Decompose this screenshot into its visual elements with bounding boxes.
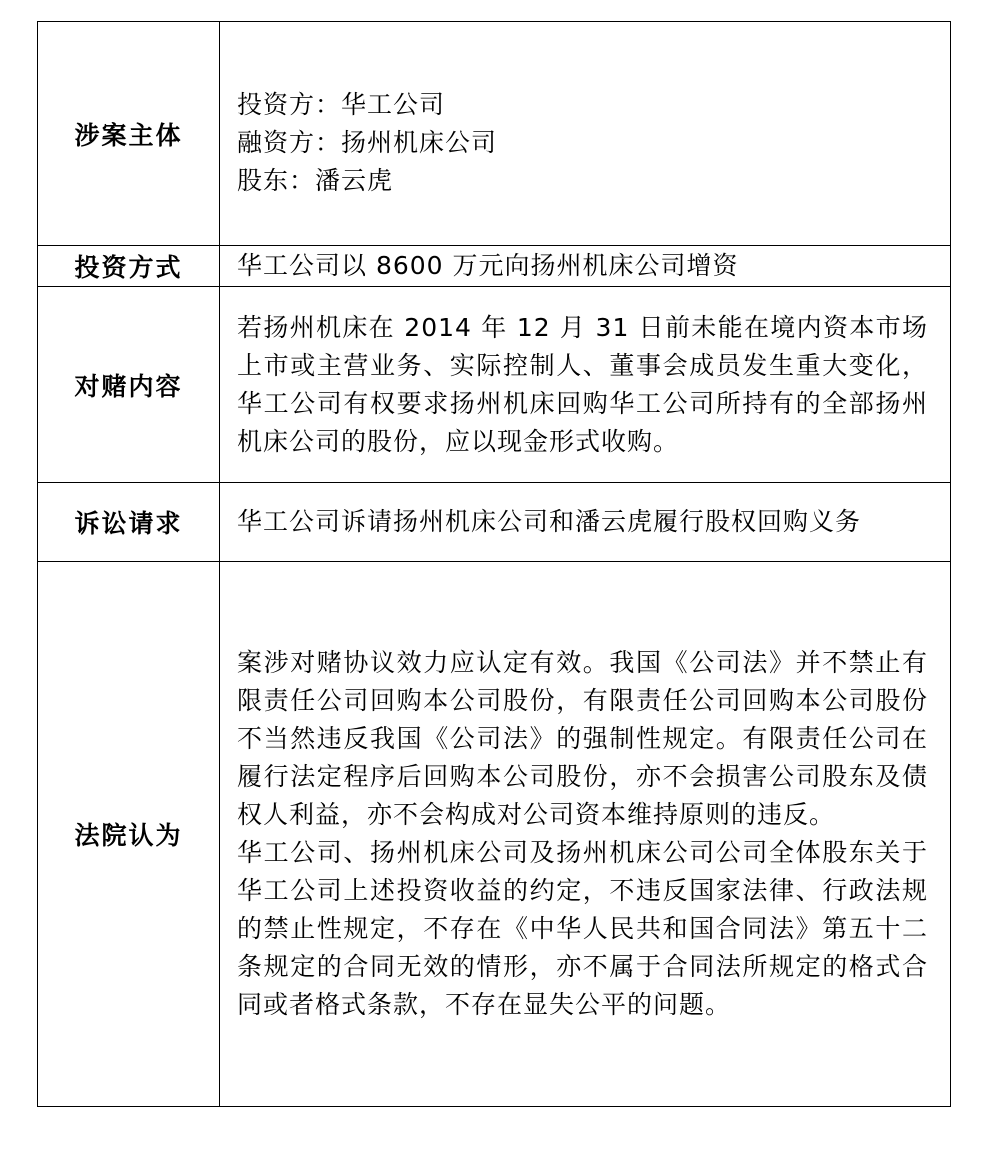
table-row-court-opinion [38,562,951,1107]
shareholder-line: 股东：潘云虎 [237,165,394,195]
investor-line: 投资方：华工公司 [237,89,446,119]
court-opinion-paragraph: 华工公司、扬州机床公司及扬州机床公司公司全体股东关于华工公司上述投资收益的约定，不违反国家法律、行政法规的禁止性规定，不存在《中华人民共和国合同法》第五十二条规定的合同无效的情形，亦不属于合同法所规定的格式合同或者格式条款，不存在显失公平的问题。 [237,838,928,1019]
financing-party-line: 融资方：扬州机床公司 [237,127,498,157]
table-row-investment-method [38,246,951,287]
row-label: 涉案主体 [38,22,220,246]
court-opinion-paragraph: 案涉对赌协议效力应认定有效。我国《公司法》并不禁止有限责任公司回购本公司股份，有限责任公司回购本公司股份不当然违反我国《公司法》的强制性规定。有限责任公司在履行法定程序后回购本公司股份，亦不会损害公司股东及债权人利益，亦不会构成对公司资本维持原则的违反。 [237,648,928,829]
row-label: 法院认为 [38,562,220,1107]
row-label: 诉讼请求 [38,483,220,562]
table-row-parties [38,22,951,246]
court-opinion-content [220,562,951,1107]
parties-content [220,22,951,246]
investment-method-content [220,246,951,287]
litigation-claim-text: 华工公司诉请扬州机床公司和潘云虎履行股权回购义务 [237,507,862,536]
row-label: 投资方式 [38,246,220,287]
table-row-bet-content [38,287,951,483]
row-label: 对赌内容 [38,287,220,483]
case-summary-table [37,21,951,1107]
litigation-claim-content [220,483,951,562]
table-row-litigation-claim [38,483,951,562]
bet-content [220,287,951,483]
investment-method-text: 华工公司以 8600 万元向扬州机床公司增资 [237,251,739,280]
bet-content-text: 若扬州机床在 2014 年 12 月 31 日前未能在境内资本市场上市或主营业务、实际控制人、董事会成员发生重大变化，华工公司有权要求扬州机床回购华工公司所持有的全部扬州机床公司的股份，应以现金形式收购。 [237,312,928,456]
parties-lines [237,68,928,200]
